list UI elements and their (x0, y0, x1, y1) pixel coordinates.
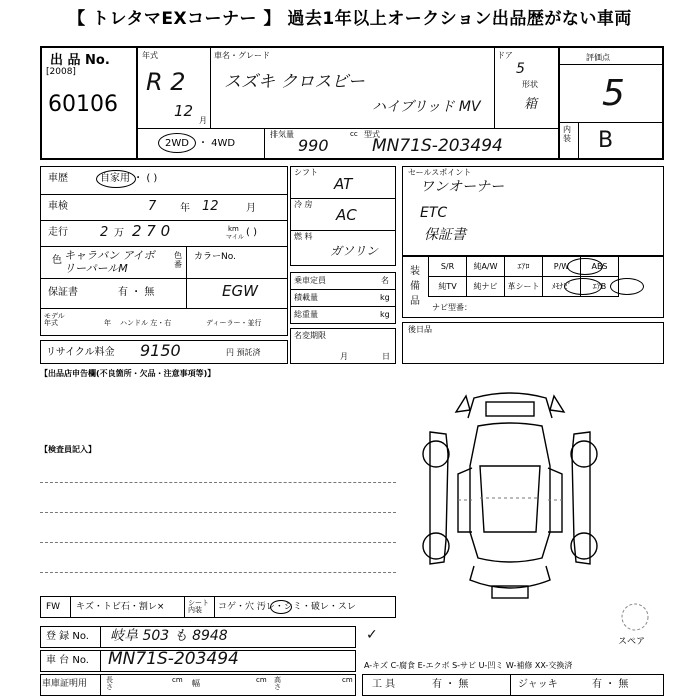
eq-airbag: ｴｱB (581, 277, 619, 297)
inspection-year-unit: 年 (180, 203, 190, 214)
lot-label: 出 品 No. (50, 53, 110, 68)
color-num-label: 色番 (174, 251, 182, 269)
mileage-label: 走行 (48, 227, 68, 238)
mileage-unit-mile: マイル (226, 234, 244, 241)
name-value: スズキ クロスビー (224, 72, 365, 92)
chassis-label: 車 台 No. (46, 655, 89, 666)
after-section (402, 322, 664, 364)
tools-value: 有 ・ 無 (432, 679, 469, 690)
inspection-month: 12 (202, 199, 219, 214)
seat-label: シート 内装 (188, 599, 209, 615)
model-label: 型式 (364, 130, 380, 139)
shift-value: AT (334, 175, 353, 193)
jack-label: ジャッキ (518, 679, 558, 690)
shape-value: 箱 (524, 97, 538, 112)
eq-leather: 革シート (505, 277, 543, 297)
interior-value: B (598, 128, 614, 153)
color-code-label: カラーNo. (194, 252, 236, 262)
legend: A-キズ C-腐食 E-エクボ S-サビ U-凹ミ W-補修 XX-交換済 (364, 661, 573, 670)
nav-label: ナビ型番： (432, 303, 472, 312)
name-change-label: 名変期限 (294, 331, 326, 340)
mileage-paren: ( ) (246, 227, 257, 238)
cert-length: 長さ (106, 676, 113, 691)
report-label: 【出品店申告欄(不良箇所・欠品・注意事項等)】 (40, 369, 216, 378)
doors-label: ドア (497, 51, 513, 60)
warranty-value: 有 ・ 無 (118, 287, 155, 298)
model-value: MN71S-203494 (372, 136, 503, 156)
gross-label: 総重量 (294, 310, 318, 319)
displacement-unit: cc (350, 130, 358, 138)
cert-unit-3: cm (342, 676, 353, 684)
doors-value: 5 (516, 61, 525, 77)
load-unit: kg (380, 293, 390, 302)
eq-abs: ABS (581, 257, 619, 277)
eq-navi: 純ナビ (467, 277, 505, 297)
eq-alloy: 純A/W (467, 257, 505, 277)
eq-aero: ｴｱﾛ (505, 257, 543, 277)
year-label: 年式 (142, 51, 158, 60)
mileage-value: 2 7 0 (132, 222, 171, 240)
warranty-label: 保証書 (48, 287, 78, 298)
check-mark: ✓ (366, 627, 378, 643)
dealer-label: ディーラー・並行 (206, 319, 262, 327)
spare-label: スペア (618, 637, 646, 647)
model-change-unit: 年 (104, 319, 111, 327)
drive-4wd: ・ 4WD (198, 138, 236, 149)
name-change-month: 月 (340, 352, 348, 361)
fuel-value: ガソリン (330, 244, 379, 258)
color-code-value: EGW (222, 282, 258, 300)
shift-label: シフト (294, 168, 318, 177)
reg-value: 岐阜 503 も 8948 (110, 628, 228, 644)
sales-line1: ワンオーナー (420, 179, 504, 195)
month-unit: 月 (199, 116, 207, 125)
model-change-label: モデル 年式 (44, 312, 65, 327)
grade-value: ハイブリッド MV (372, 99, 481, 115)
recycle-unit: 円 預託済 (226, 348, 261, 357)
usage-label: 車歴 (48, 173, 68, 184)
damage-label: キズ・トビ石・割レ× (76, 602, 165, 612)
sales-line2: ETC (420, 205, 448, 221)
mileage-man: 2 (100, 225, 109, 240)
eq-tv: 純TV (429, 277, 467, 297)
eq-memnavi: ﾒﾓﾅﾋﾞ (543, 277, 581, 297)
shape-label: 形状 (522, 80, 538, 89)
handle-label: ハンドル 左・右 (120, 319, 172, 327)
after-label: 後日品 (408, 325, 432, 334)
load-label: 積載量 (294, 293, 318, 302)
ac-label: 冷 房 (294, 200, 313, 209)
fuel-label: 燃 料 (294, 232, 313, 241)
eq-pw: P/W (543, 257, 581, 277)
header-title: 【 トレタマEXコーナー 】 過去1年以上オークション出品歴がない車両 (68, 9, 632, 29)
month-value: 12 (174, 102, 194, 120)
cert-width: 幅 (192, 679, 200, 688)
equipment-label: 装 備 品 (410, 266, 420, 307)
spare-icon (620, 602, 650, 634)
chassis-value: MN71S-203494 (108, 649, 239, 669)
color-value: キャラバン アイボリーパールM (64, 249, 155, 275)
cert-unit-2: cm (256, 676, 267, 684)
drive-2wd: 2WD (165, 138, 189, 149)
inspection-label: 車検 (48, 201, 68, 212)
sales-label: セールスポイント (408, 168, 472, 177)
fw-label: FW (46, 602, 61, 612)
inspection-month-unit: 月 (246, 203, 256, 214)
year-value: R 2 (146, 68, 186, 96)
score-value: 5 (602, 73, 625, 114)
interior-label: 内装 (563, 125, 571, 143)
ac-value: AC (336, 206, 357, 224)
seat-status: コゲ・穴 汚レ・シミ・破レ・スレ (218, 602, 356, 612)
sales-line3: 保証書 (424, 227, 466, 243)
score-label: 評価点 (586, 53, 610, 62)
cert-height: 高さ (274, 676, 281, 691)
capacity-label: 乗車定員 (294, 276, 326, 285)
mileage-man-unit: 万 (114, 228, 124, 239)
recycle-value: 9150 (140, 341, 181, 360)
mileage-unit-km: km (228, 225, 239, 233)
name-change-day: 日 (382, 352, 390, 361)
gross-unit: kg (380, 310, 390, 319)
cert-label: 車庫証明用 (42, 679, 88, 689)
displacement-value: 990 (298, 136, 329, 155)
reg-label: 登 録 No. (46, 631, 89, 642)
name-label: 車名・グレード (214, 51, 270, 60)
lot-year-tag: [2008] (46, 67, 76, 77)
usage-value: 自家用 ・ ( ) (100, 173, 158, 184)
cert-unit-1: cm (172, 676, 183, 684)
tools-label: 工 具 (372, 679, 396, 690)
inspector-label: 【検査員記入】 (40, 445, 96, 454)
displacement-label: 排気量 (270, 130, 294, 139)
eq-sr: S/R (429, 257, 467, 277)
capacity-unit: 名 (381, 276, 389, 285)
color-label: 色 (52, 255, 62, 266)
car-diagram (410, 382, 610, 614)
inspection-year: 7 (148, 199, 157, 214)
recycle-label: リサイクル料金 (46, 347, 115, 358)
lot-number: 60106 (48, 92, 118, 117)
jack-value: 有 ・ 無 (592, 679, 629, 690)
